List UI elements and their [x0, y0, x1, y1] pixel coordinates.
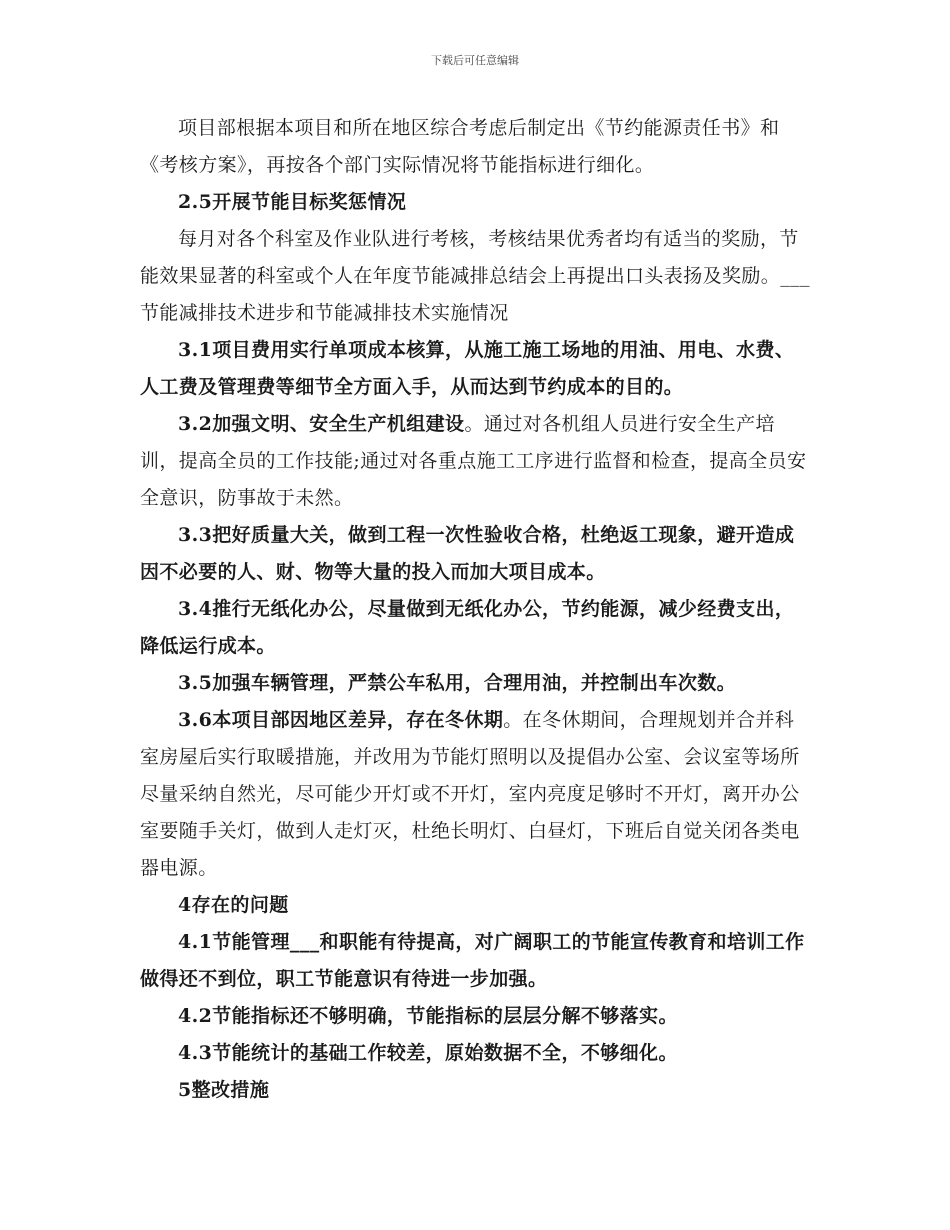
paragraph-intro [140, 110, 812, 184]
paragraph-4-3 [140, 1035, 812, 1072]
paragraph-text: 每月对各个科室及作业队进行考核，考核结果优秀者均有适当的奖励，节能效果显著的科室或个人在年度节能减排总结会上再提出口头表扬及奖励。___节能减排技术进步和节能减排技术实施情况 [140, 228, 810, 324]
paragraph-bold: 3.5加强车辆管理，严禁公车私用，合理用油，并控制出车次数。 [178, 672, 737, 694]
paragraph-text: 项目部根据本项目和所在地区综合考虑后制定出《节约能源责任书》和《考核方案》，再按各个部门实际情况将节能指标进行细化。 [140, 117, 780, 176]
paragraph-3-1 [140, 332, 812, 406]
heading-text: 4存在的问题 [178, 894, 289, 916]
paragraph-3-5 [140, 665, 812, 702]
paragraph-4-1 [140, 924, 812, 998]
paragraph-3-4 [140, 591, 812, 665]
heading-5 [140, 1072, 812, 1109]
heading-2-5 [140, 184, 812, 221]
page-header: 下载后可任意编辑 [431, 54, 519, 67]
paragraph-3-3 [140, 517, 812, 591]
paragraph-bold: 3.1项目费用实行单项成本核算，从施工施工场地的用油、用电、水费、人工费及管理费等细节全方面入手，从而达到节约成本的目的。 [140, 339, 795, 398]
paragraph-text: 。在冬休期间，合理规划并合并科室房屋后实行取暖措施，并改用为节能灯照明以及提倡办公室、会议室等场所尽量采纳自然光，尽可能少开灯或不开灯，室内亮度足够时不开灯，离开办公室要随手关灯，做到人走灯灭，杜绝长明灯、白昼灯，下班后自觉关闭各类电器电源。 [140, 709, 800, 879]
paragraph-bold: 3.3把好质量大关，做到工程一次性验收合格，杜绝返工现象，避开造成因不必要的人、财、物等大量的投入而加大项目成本。 [140, 524, 795, 583]
paragraph-bold: 3.6本项目部因地区差异，存在冬休期 [178, 709, 504, 731]
paragraph-bold: 4.1节能管理___和职能有待提高，对广阔职工的节能宣传教育和培训工作做得还不到位，职工节能意识有待进一步加强。 [140, 931, 805, 990]
heading-text: 5整改措施 [178, 1079, 270, 1101]
paragraph-4-2 [140, 998, 812, 1035]
document-body [140, 110, 812, 1109]
heading-4 [140, 887, 812, 924]
paragraph-text: 。通过对各机组人员进行安全生产培训，提高全员的工作技能;通过对各重点施工工序进行监督和检查，提高全员安全意识，防事故于未然。 [140, 413, 807, 509]
paragraph-3-6 [140, 702, 812, 887]
paragraph-3-2 [140, 406, 812, 517]
paragraph-bold: 3.4推行无纸化办公，尽量做到无纸化办公，节约能源，减少经费支出，降低运行成本。 [140, 598, 795, 657]
heading-text: 2.5开展节能目标奖惩情况 [178, 191, 407, 213]
paragraph-bold: 4.2节能指标还不够明确，节能指标的层层分解不够落实。 [178, 1005, 678, 1027]
paragraph-bold: 4.3节能统计的基础工作较差，原始数据不全，不够细化。 [178, 1042, 678, 1064]
paragraph-bold: 3.2加强文明、安全生产机组建设 [178, 413, 465, 435]
paragraph-evaluation [140, 221, 812, 332]
